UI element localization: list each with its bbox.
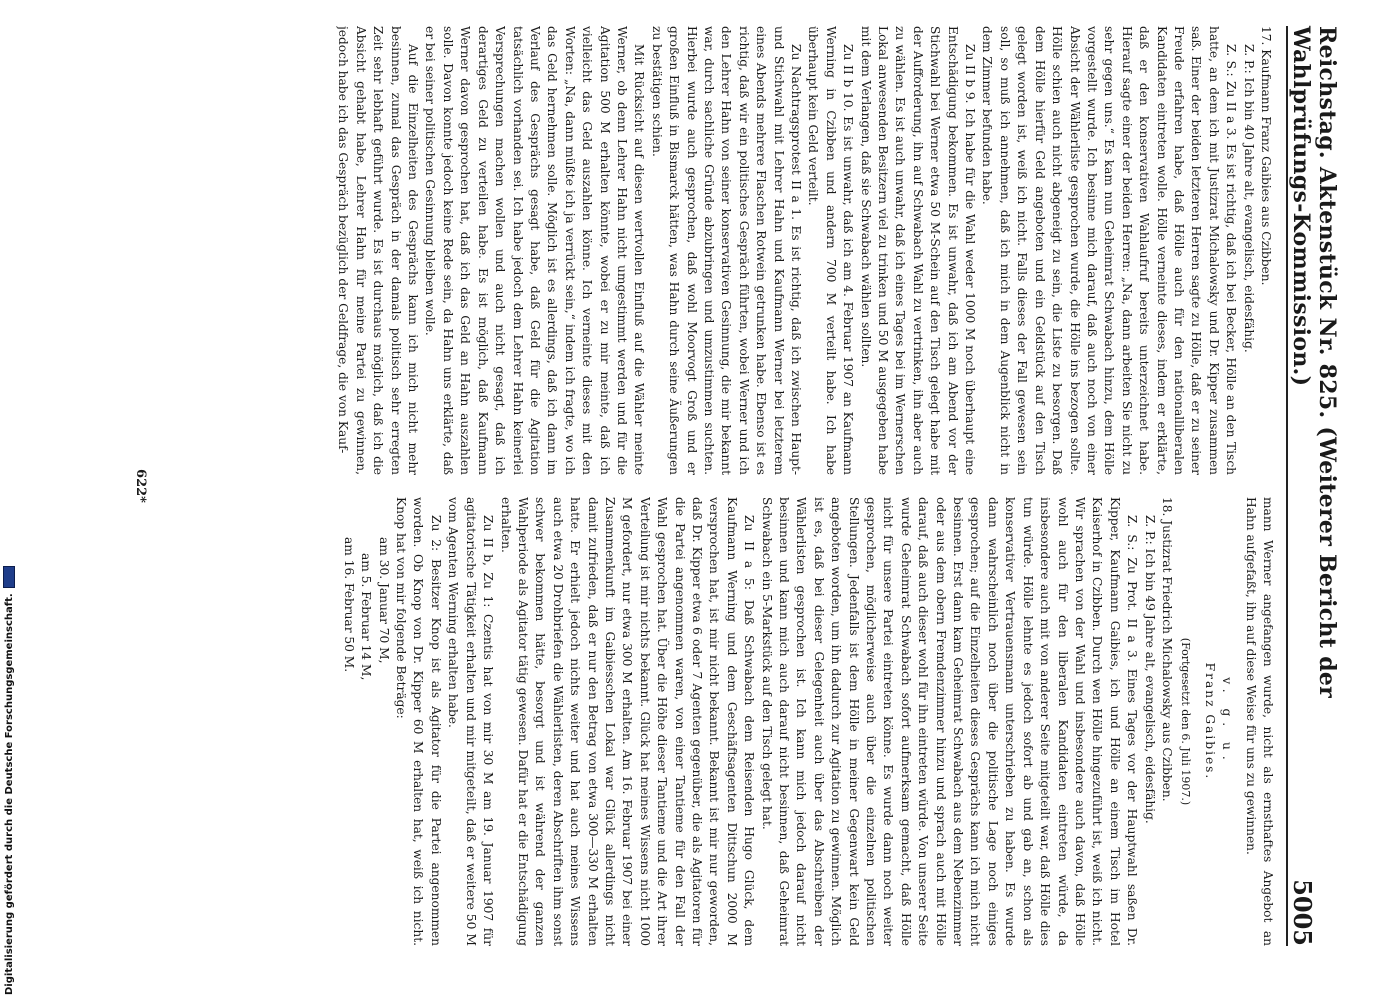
paragraph: Mit Rücksicht auf diesen wertvollen Einfluß auf die Wähler meinte Werner, ob denn Lehrer Hahn nicht umgestimmt werden und für die Agitation 500 M erhalten könnte, wobei er zu mir meinte, daß ich vielleicht das Geld auszahlen könne. Ich verneinte dieses mit den Worten: „Na, dann müßte ich ja verrückt sein,“ indem ich fragte, wo ich das Geld hernehmen solle. Möglich ist es allerdings, daß ich dann im Verlauf des Gesprächs gesagt habe, daß Geld für die Agitation tatsächlich vorhanden sei. Ich habe jedoch dem Lehrer Hahn keinerlei Versprechungen machen wollen und auch nicht gesagt, daß ich derartiges Geld zu verteilen habe. Es ist möglich, daß Kaufmann Werner davon gesprochen hat, daß ich das Geld an Hahn auszahlen solle. Davon konnte jedoch keine Rede sein, da Hahn uns erklärte, daß er bei seiner politischen Gesinnung bleiben wolle.: [423, 26, 647, 475]
paragraph: Zu Nachtragsprotest II a 1. Es ist richtig, daß ich zwischen Haupt- und Stichwahl mit Lehrer Hahn und Kaufmann Werner bei letzterem eines Abends mehrere Flaschen Rotwein getrunken habe. Ebenso ist es richtig, daß wir ein politisches Gespräch führten, wobei Werner und ich den Lehrer Hahn von seiner konservativen Gesinnung, die mir bekannt war, durch sachliche Gründe abzubringen und umzustimmen suchten. Hierbei wurde auch gesprochen, daß wohl Moorvogt Groß und er großen Einfluß in Bismarck hätten, was Hahn durch seine Äußerungen zu bestätigen schien.: [649, 26, 804, 475]
paragraph: am 16. Februar 50 M.: [341, 537, 356, 673]
footer-page-label: 622*: [133, 469, 148, 503]
paragraph: Zu II b 9. Ich habe für die Wahl weder 1000 M noch überhaupt eine Entschädigung bekommen. Es ist unwahr, daß ich am Abend vor der Stichwahl bei Werner etwa 50 M-Schein auf den Tisch gelegt habe mit der Aufforderung, ihn auf Schwabach Wahl zu vertrinken, ihn aber auch zu wählen. Es ist auch unwahr, daß ich eines Tages bei im Wernerschen Lokal anwesenden Besitzern viel zu trinken und 50 M ausgegeben habe mit dem Verlangen, daß sie Schwabach wählen sollten.: [858, 26, 978, 475]
paragraph: Franz Gaibies.: [1202, 662, 1217, 781]
dfg-logo-icon: [3, 566, 15, 588]
digitization-banner: [3, 566, 15, 995]
page-content: [98, 26, 1340, 946]
header-page-number: 5005: [1288, 879, 1317, 946]
text-columns: [196, 26, 1276, 946]
paragraph: Z. S.: Zu II a 3. Es ist richtig, daß ich bei Becker, Hölle an den Tisch hatte, an dem ich mit Justizrat Michalowsky und Dr. Kipper zusammen saß. Einer der beiden letzteren Herren sagte zu Hölle, daß er zu seiner Freude erfahren habe, daß Hölle auch für den nationalliberalen Kandidaten eintreten wolle. Hölle verneinte dieses, indem er erklärte, daß er den konservativen Wahlaufruf bereits unterzeichnet habe. Hierauf sagte einer der beiden Herren: „Na, dann arbeiten Sie nicht zu sehr gegen uns.“ Es kam nun Geheimrat Schwabach hinzu, dem Hölle vorgestellt wurde. Ich besinne mich darauf, daß auch noch von einer Absicht der Wählerliste gesprochen wurde, die Hölle ins bezogen sollte. Hölle schien auch nicht abgeneigt zu sein, die Liste zu besorgen. Daß dem Hölle hierfür Geld angeboten und ein Geldstück auf den Tisch gelegt worden ist, weiß ich nicht. Falls dieses der Fall gewesen sein soll, so muß ich annehmen, daß ich mich in dem Augenblick nicht in dem Zimmer befunden habe.: [980, 26, 1239, 475]
paragraph: mann Werner angefangen wurde, nicht als ernsthaftes Angebot an Hahn aufgefaßt, ihn auf diese Weise für uns zu gewinnen.: [1243, 497, 1275, 946]
paragraph: v. g. u.: [1220, 677, 1235, 766]
right-column: [196, 497, 1276, 946]
page-header: [1286, 26, 1340, 946]
paragraph: Zu II b, Zu 1: Czentis hat von mir 30 M am 19. Januar 1907 für agitatorische Tätigkeit erhalten und mir mitgeteilt, daß er weitere 50 M vom Agenten Werning erhalten habe.: [446, 497, 496, 946]
paragraph: am 30. Januar 70 M,: [376, 537, 391, 664]
paragraph: Zu II a 5: Daß Schwabach dem Reisenden Hugo Glück, dem Kaufmann Werning und dem Geschäftsagenten Dittschun 2000 M versprochen hat, ist mir nicht bekannt. Bekannt ist mir nur geworden, daß Dr. Kipper etwa 6 oder 7 Agenten gegenüber, die als Agitatoren für die Partei angenommen waren, von einer Tantieme für den Fall der Wahl gesprochen hat. Über die Höhe dieser Tantieme und die Art ihrer Verteilung ist mir nichts bekannt. Glück hat meines Wissens nicht 1000 M gefordert, nur etwa 300 M erhalten. Am 16. Februar 1907 bei einer Zusammenkunft im Gaibiesschen Lokal war Glück allerdings nicht damit zufrieden, daß er nur den Betrag von etwa 300—330 M erhalten hatte. Er erhielt jedoch nichts weiter und hat auch meines Wissens auch etwa 20 Drohbriefen die Wählerlisten, deren Abschriften ihm sonst schwer bekommen hätte, besorgt und ist während der ganzen Wahlperiode als Agitator tätig gewesen. Dafür hat er die Entschädigung erhalten.: [498, 497, 757, 946]
paragraph: Z. P.: Ich bin 49 Jahre alt, evangelisch, eidesfähig.: [1142, 515, 1157, 824]
paragraph: Z. S.: Zu Prot. II a 3. Eines Tages vor der Hauptwahl saßen Dr. Kipper, Kaufmann Gaibies, ich und Hölle an einem Tisch im Hotel Kaiserhof in Czibben. Durch wen Hölle hingezuführt ist, weiß ich nicht. Wir sprachen von der Wahl und insbesondere auch davon, daß Hölle wohl auch für den liberalen Kandidaten eintreten würde, da insbesondere auch mit von anderer Seite mitgeteilt war, daß Hölle dies tun würde. Hölle lehnte es jedoch sofort ab und gab an, schon als konservativer Vertrauensmann unterschrieben zu haben. Es wurde dann wahrscheinlich noch über die politische Lage noch einiges gesprochen; auf die Einzelheiten dieses Gesprächs kann ich mich nicht besinnen. Erst dann kam Geheimrat Schwabach aus dem Nebenzimmer oder aus dem obern Fremdenzimmer hinzu und sprach auch mit Hölle darauf, daß auch dieser wohl für ihn eintreten würde. Von unserer Seite wurde Geheimrat Schwabach sofort aufmerksam gemacht, daß Hölle nicht für unsere Partei eintreten könne. Es wurde dann noch weiter gesprochen, möglicherweise auch über die einzelnen politischen Stellungen. Jedenfalls ist dem Hölle in meiner Gegenwart kein Geld angeboten worden, um ihn dadurch zur Agitation zu gewinnen. Möglich ist es, daß bei dieser Gelegenheit auch über das Abschreiben der Wählerlisten gesprochen ist. Ich kann mich jedoch darauf nicht besinnen und kann mich auch darauf nicht besinnen, daß Geheimrat Schwabach ein 5-Markstück auf den Tisch gelegt hat.: [759, 497, 1140, 946]
header-title: Reichstag. Aktenstück Nr. 825. (Weiterer Bericht der Wahlprüfungs-Kommission.): [1288, 26, 1340, 699]
paragraph: Zu II b 10. Es ist unwahr, daß ich am 4. Februar 1907 an Kaufmann Werning in Czibben und andern 700 M verteilt habe. Ich habe überhaupt kein Geld verteilt.: [806, 26, 856, 475]
banner-text: Digitalisierung gefördert durch die Deutsche Forschungsgemeinschaft.: [3, 593, 15, 995]
left-column: [196, 26, 1276, 475]
paragraph: 18. Justizrat Friedrich Michalowsky aus Czibben.: [1159, 497, 1174, 802]
paragraph: Zu 2: Besitzer Knop ist als Agitator für die Partei angenommen worden. Ob Knop von Dr. Kipper 60 M erhalten hat, weiß ich nicht. Knop hat von mir folgende Beträge:: [394, 497, 443, 946]
paragraph: Auf die Einzelheiten des Gesprächs kann ich mich nicht mehr besinnen, zumal das Gespräch in der damals politisch sehr erregten Zeit sehr lebhaft geführt wurde. Es ist durchaus möglich, daß ich die Absicht gehabt habe, Lehrer Hahn für meine Partei zu gewinnen, jedoch habe ich das Gespräch bezüglich der Geldfrage, die von Kauf-: [336, 26, 421, 475]
paragraph: (Fortgesetzt den 6. Juli 1907.): [1179, 637, 1193, 806]
paragraph: am 5. Februar 14 M,: [359, 553, 374, 681]
paragraph: 17. Kaufmann Franz Gaibies aus Czibben.: [1259, 26, 1273, 286]
paragraph: Z. P.: Ich bin 40 Jahre alt, evangelisch, eidesfähig.: [1241, 44, 1256, 353]
